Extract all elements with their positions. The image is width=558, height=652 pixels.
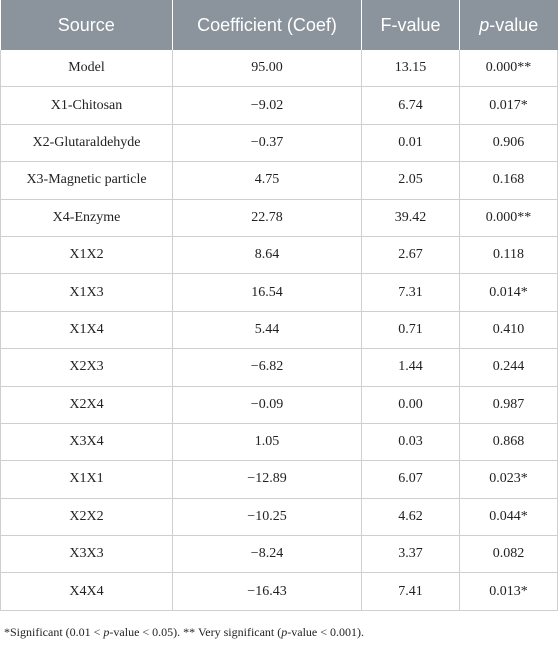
- cell-f-value: 1.44: [362, 349, 460, 386]
- header-p-rest: -value: [489, 14, 539, 35]
- cell-coefficient: 16.54: [173, 274, 362, 311]
- cell-coefficient: −12.89: [173, 461, 362, 498]
- table-row: [1, 274, 558, 311]
- cell-p-value: 0.017*: [460, 87, 558, 124]
- cell-source: Model: [1, 50, 173, 87]
- cell-coefficient: 95.00: [173, 50, 362, 87]
- cell-coefficient: −0.37: [173, 124, 362, 161]
- table-row: [1, 124, 558, 161]
- cell-f-value: 0.03: [362, 423, 460, 460]
- cell-source: X1X3: [1, 274, 173, 311]
- cell-f-value: 0.01: [362, 124, 460, 161]
- table-row: [1, 236, 558, 273]
- cell-p-value: 0.000**: [460, 50, 558, 87]
- footnote-part3: -value < 0.05). ** Very significant (: [109, 625, 282, 639]
- table-row: [1, 386, 558, 423]
- cell-p-value: 0.118: [460, 236, 558, 273]
- header-row: [1, 0, 558, 50]
- cell-coefficient: −6.82: [173, 349, 362, 386]
- cell-f-value: 3.37: [362, 536, 460, 573]
- cell-coefficient: 8.64: [173, 236, 362, 273]
- cell-source: X4X4: [1, 573, 173, 610]
- cell-coefficient: 5.44: [173, 311, 362, 348]
- cell-f-value: 13.15: [362, 50, 460, 87]
- cell-source: X2-Glutaraldehyde: [1, 124, 173, 161]
- cell-f-value: 2.05: [362, 162, 460, 199]
- cell-f-value: 6.74: [362, 87, 460, 124]
- table-row: [1, 349, 558, 386]
- cell-coefficient: 4.75: [173, 162, 362, 199]
- table-row: [1, 573, 558, 610]
- table-body: [1, 50, 558, 610]
- table-row: [1, 87, 558, 124]
- header-source: Source: [1, 0, 173, 50]
- footnote-p-italic-2: p: [281, 625, 288, 639]
- cell-coefficient: 1.05: [173, 423, 362, 460]
- cell-f-value: 39.42: [362, 199, 460, 236]
- header-coefficient: Coefficient (Coef): [173, 0, 362, 50]
- footnote-part1: *Significant (0.01 <: [4, 625, 104, 639]
- cell-p-value: 0.410: [460, 311, 558, 348]
- cell-coefficient: −9.02: [173, 87, 362, 124]
- cell-p-value: 0.000**: [460, 199, 558, 236]
- header-p-value: [460, 0, 558, 50]
- cell-coefficient: 22.78: [173, 199, 362, 236]
- cell-p-value: 0.906: [460, 124, 558, 161]
- cell-p-value: 0.244: [460, 349, 558, 386]
- header-f-value: F-value: [362, 0, 460, 50]
- table-row: [1, 536, 558, 573]
- cell-f-value: 7.31: [362, 274, 460, 311]
- cell-source: X2X3: [1, 349, 173, 386]
- cell-f-value: 2.67: [362, 236, 460, 273]
- footnote-p-italic-1: p: [103, 625, 110, 639]
- cell-p-value: 0.168: [460, 162, 558, 199]
- cell-source: X3X3: [1, 536, 173, 573]
- cell-coefficient: −16.43: [173, 573, 362, 610]
- table-header: [1, 0, 558, 50]
- table-row: [1, 199, 558, 236]
- cell-f-value: 6.07: [362, 461, 460, 498]
- table-row: [1, 461, 558, 498]
- cell-p-value: 0.868: [460, 423, 558, 460]
- cell-source: X1-Chitosan: [1, 87, 173, 124]
- cell-source: X3-Magnetic particle: [1, 162, 173, 199]
- table-row: [1, 498, 558, 535]
- cell-p-value: 0.014*: [460, 274, 558, 311]
- cell-f-value: 0.00: [362, 386, 460, 423]
- cell-source: X4-Enzyme: [1, 199, 173, 236]
- table-row: [1, 423, 558, 460]
- cell-source: X2X4: [1, 386, 173, 423]
- cell-p-value: 0.013*: [460, 573, 558, 610]
- cell-p-value: 0.023*: [460, 461, 558, 498]
- cell-f-value: 4.62: [362, 498, 460, 535]
- cell-source: X2X2: [1, 498, 173, 535]
- table-row: [1, 311, 558, 348]
- cell-source: X1X4: [1, 311, 173, 348]
- cell-source: X1X2: [1, 236, 173, 273]
- cell-p-value: 0.044*: [460, 498, 558, 535]
- cell-p-value: 0.082: [460, 536, 558, 573]
- table-footnote: [4, 625, 364, 640]
- header-p-italic: p: [479, 14, 490, 35]
- cell-coefficient: −8.24: [173, 536, 362, 573]
- cell-f-value: 0.71: [362, 311, 460, 348]
- cell-coefficient: −10.25: [173, 498, 362, 535]
- cell-f-value: 7.41: [362, 573, 460, 610]
- cell-coefficient: −0.09: [173, 386, 362, 423]
- table-row: [1, 50, 558, 87]
- table-row: [1, 162, 558, 199]
- cell-source: X3X4: [1, 423, 173, 460]
- cell-p-value: 0.987: [460, 386, 558, 423]
- footnote-part5: -value < 0.001).: [287, 625, 365, 639]
- cell-source: X1X1: [1, 461, 173, 498]
